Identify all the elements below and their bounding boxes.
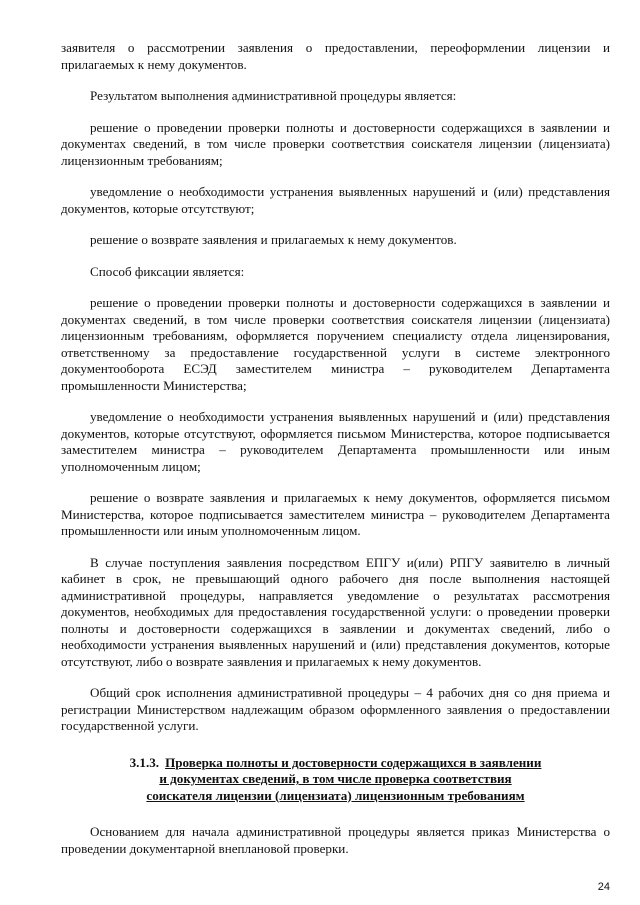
section-heading: [61, 755, 610, 805]
paragraph-result-notification: уведомление о необходимости устранения выявленных нарушений и (или) представления документов, которые отсутствуют;: [61, 184, 610, 216]
section-number: 3.1.3.: [129, 754, 160, 770]
section-heading-line-3: соискателя лицензии (лицензиата) лицензионным требованиям: [146, 787, 525, 803]
section-heading-line-2: и документах сведений, в том числе проверка соответствия: [159, 771, 512, 786]
paragraph-result-decision-return: решение о возврате заявления и прилагаемых к нему документов.: [90, 232, 457, 247]
paragraph-result-intro: Результатом выполнения административной процедуры является:: [90, 88, 457, 103]
paragraph-total-term: Общий срок исполнения административной процедуры – 4 рабочих дня со дня приема и регистрации Министерством надлежащим образом оформленного заявления о предоставлении государственной услуги.: [61, 685, 610, 733]
page-number: 24: [597, 881, 610, 893]
section-title-part-1: Проверка полноты и достоверности содержащихся в заявлении: [165, 754, 542, 770]
paragraph-fixation-intro: Способ фиксации является:: [90, 263, 245, 279]
paragraph-fixation-decision-return: решение о возврате заявления и прилагаемых к нему документов, оформляется письмом Министерства, которое подписывается заместителем министра – руководителем Департамента промышленности или иным уполномоченным лицом.: [61, 490, 610, 538]
paragraph-procedure-basis: Основанием для начала административной процедуры является приказ Министерства о проведении документарной внеплановой проверки.: [61, 824, 610, 856]
paragraph-continuation: заявителя о рассмотрении заявления о предоставлении, переоформлении лицензии и прилагаемых к нему документов.: [61, 40, 610, 72]
paragraph-fixation-notification: уведомление о необходимости устранения выявленных нарушений и (или) представления документов, которые отсутствуют, оформляется письмом Министерства, которое подписывается заместителем министра – руководителем Департамента промышленности или иным уполномоченным лицом;: [61, 409, 610, 474]
paragraph-fixation-decision-check: решение о проведении проверки полноты и достоверности содержащихся в заявлении и документах сведений, в том числе проверки соответствия соискателя лицензии (лицензиата) лицензионным требованиям, оформляется поручением специалисту отдела лицензирования, ответственному за предоставление государственной услуги в системе электронного документооборота ЕСЭД заместителем министра – руководителем Департамента промышленности Министерства;: [61, 295, 610, 393]
section-heading-line-1: [61, 755, 610, 772]
paragraph-epgu-notice: В случае поступления заявления посредством ЕПГУ и(или) РПГУ заявителю в личный кабинет в срок, не превышающий одного рабочего дня после выполнения настоящей административной процедуры, направляется уведомление о результатах рассмотрения документов, необходимых для предоставления государственной услуги: о проведении проверки полноты и достоверности содержащихся в заявлении и документах сведений, либо о необходимости устранения выявленных нарушений и (или) представления документов, которые отсутствуют, либо о возврате заявления и прилагаемых к нему документов.: [61, 554, 610, 669]
document-body: [61, 40, 610, 872]
paragraph-result-decision-check: решение о проведении проверки полноты и достоверности содержащихся в заявлении и документах сведений, в том числе проверки соответствия соискателя лицензии (лицензиата) лицензионным требованиям;: [61, 119, 610, 168]
